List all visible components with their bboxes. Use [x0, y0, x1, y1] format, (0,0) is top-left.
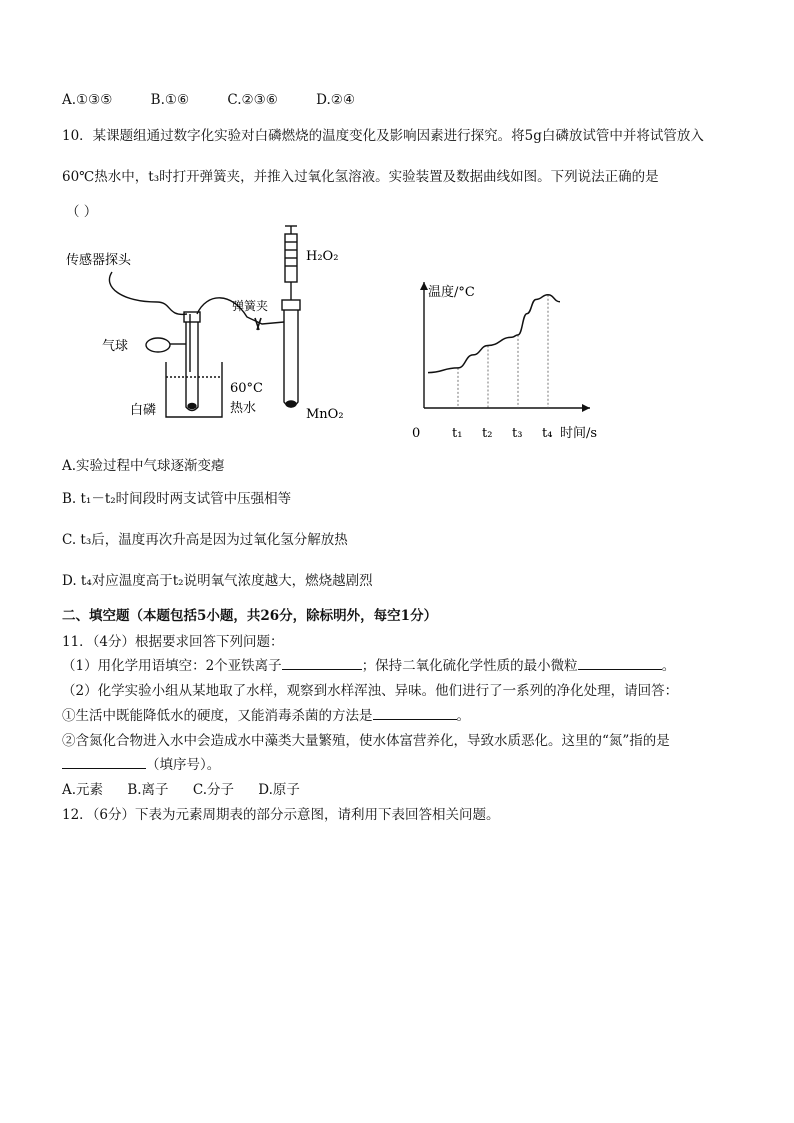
mno2-solid	[286, 401, 296, 407]
q11-blank-1[interactable]	[282, 657, 362, 670]
q11-title: 11．（4分）根据要求回答下列问题：	[62, 634, 284, 650]
q10-option-b: B. t₁－t₂时间段时两支试管中压强相等	[62, 491, 292, 507]
sensor-wire	[109, 272, 187, 314]
q9-option-d: D.②④	[316, 92, 355, 108]
q9-option-a: A.①③⑤	[62, 92, 113, 108]
q11-blank-4[interactable]	[62, 756, 146, 769]
left-tube	[186, 322, 198, 411]
section-heading: 二、填空题（本题包括5小题，共26分，除标明外，每空1分）	[62, 608, 438, 624]
q11-circle1-text: ①生活中既能降低水的硬度，又能消毒杀菌的方法是	[62, 708, 373, 724]
q11-option-c: C.分子	[192, 782, 234, 798]
q11-option-a: A.元素	[62, 782, 104, 798]
q10-option-d: D. t₄对应温度高于t₂说明氧气浓度越大，燃烧越剧烈	[62, 573, 373, 589]
x-tick-label-4: t₄	[542, 426, 553, 441]
chart-xlabel: 时间/s	[560, 426, 598, 441]
x-axis-arrow	[582, 404, 590, 412]
y-axis-arrow	[420, 282, 428, 290]
temperature-chart	[410, 268, 620, 448]
x-tick-label-2: t₂	[482, 426, 493, 441]
q11-blank-3[interactable]	[373, 707, 457, 720]
x-tick-label-3: t₃	[512, 426, 523, 441]
q10-option-c: C. t₃后，温度再次升高是因为过氧化氢分解放热	[62, 532, 348, 548]
label-clip: 弹簧夹	[232, 299, 269, 313]
q9-option-b: B.①⑥	[150, 92, 190, 108]
q11-circle2: ②含氮化合物进入水中会造成水中藻类大量繁殖，使水体富营养化，导致水质恶化。这里的“氮”指的是	[62, 733, 670, 749]
q10-line1: 10．某课题组通过数字化实验对白磷燃烧的温度变化及影响因素进行探究。将5g白磷放试管中并将试管放入	[62, 128, 704, 144]
label-balloon: 气球	[102, 339, 129, 354]
white-phosphorus	[188, 404, 196, 409]
label-mno2: MnO₂	[306, 407, 344, 422]
q11-part1	[62, 654, 675, 674]
label-sensor: 传感器探头	[66, 253, 132, 268]
label-white-p: 白磷	[130, 403, 157, 418]
q11-part2: （2）化学实验小组从某地取了水样，观察到水样浑浊、异味。他们进行了一系列的净化处理，请回答：	[62, 683, 679, 699]
q11-options	[62, 778, 300, 798]
q11-circle1-end: 。	[456, 708, 470, 724]
q11-blank-2[interactable]	[578, 657, 662, 670]
right-tube-stopper	[282, 300, 300, 310]
apparatus-figure	[62, 222, 362, 432]
chart-ylabel: 温度/°C	[428, 285, 475, 300]
q10-option-a: A.实验过程中气球逐渐变瘪	[62, 458, 225, 474]
q11-circle2-end: （填序号）。	[146, 757, 221, 773]
q10-line2: 60℃热水中，t₃时打开弹簧夹，并推入过氧化氢溶液。实验装置及数据曲线如图。下列说法正确的是	[62, 169, 659, 185]
q11-part1-text-b: ；保持二氧化硫化学性质的最小微粒	[361, 658, 578, 674]
right-tube	[284, 310, 298, 407]
label-hot-water: 热水	[230, 401, 257, 416]
balloon-shape	[146, 338, 170, 352]
q11-circle2-line2	[62, 753, 220, 773]
q10-answer-paren: （ ）	[66, 204, 98, 220]
q12-text: 12．（6分）下表为元素周期表的部分示意图，请利用下表回答相关问题。	[62, 807, 500, 823]
label-h2o2: H₂O₂	[306, 249, 339, 264]
q11-option-d: D.原子	[258, 782, 300, 798]
temperature-curve	[428, 295, 560, 373]
x-tick-label-0: 0	[412, 426, 421, 441]
q11-part1-text-a: （1）用化学用语填空：2个亚铁离子	[62, 658, 282, 674]
q11-circle1	[62, 704, 470, 724]
spring-clip	[255, 318, 261, 330]
q9-options	[62, 92, 389, 108]
q11-part1-text-c: 。	[661, 658, 676, 674]
label-water-temp: 60°C	[230, 381, 263, 396]
x-tick-label-1: t₁	[452, 426, 463, 441]
q11-option-b: B.离子	[127, 782, 169, 798]
q9-option-c: C.②③⑥	[227, 92, 278, 108]
